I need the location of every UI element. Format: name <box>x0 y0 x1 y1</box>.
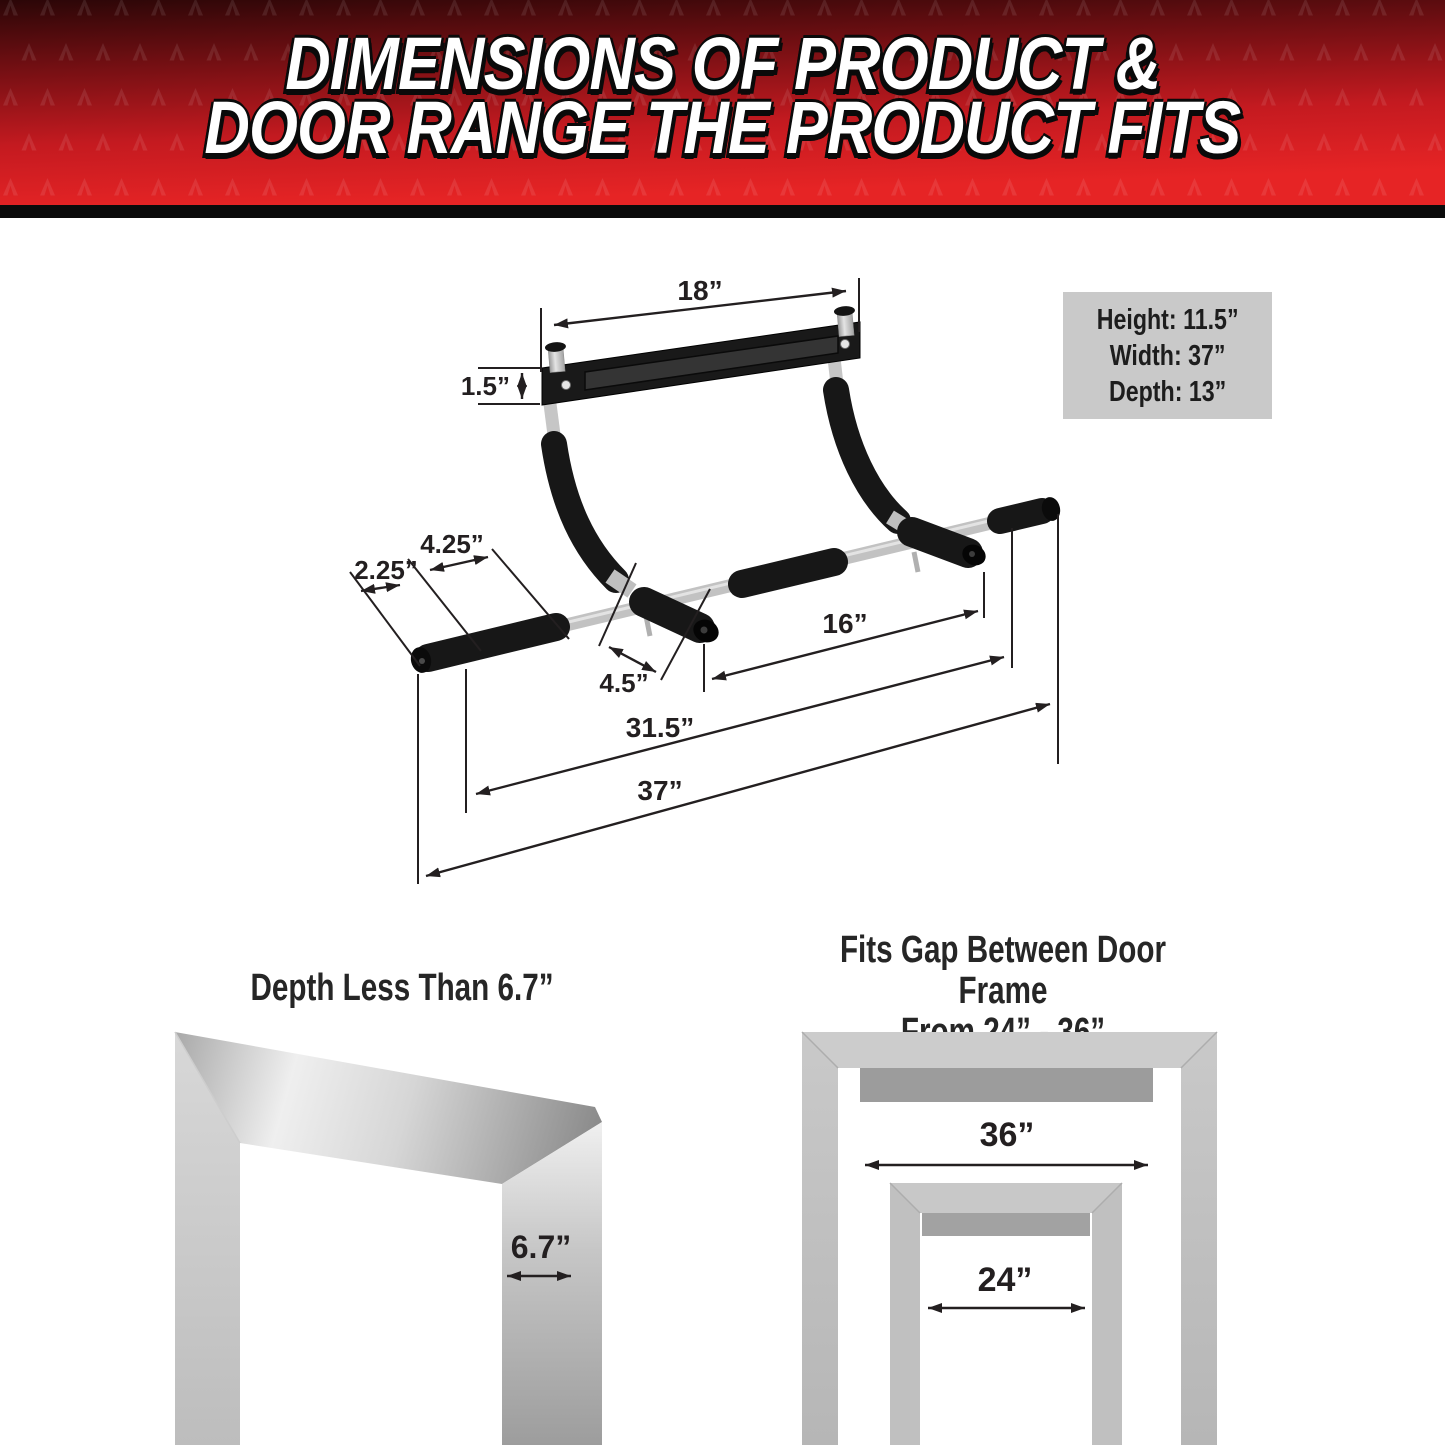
small-frame-right-band <box>1092 1183 1122 1445</box>
dim-label-16in: 16” <box>822 608 868 639</box>
center-handle-cap-hole <box>701 627 708 634</box>
spec-height: Height: 11.5” <box>1096 303 1239 336</box>
main-bar-right-foam-grip <box>1000 511 1042 521</box>
dim-label-36in: 36” <box>979 1116 1035 1154</box>
dimension-arrow-37in <box>426 704 1050 876</box>
right-door-frames <box>802 1032 1217 1445</box>
dimension-arrow-2-25in <box>361 585 400 591</box>
small-frame-left-band <box>890 1183 920 1445</box>
dim-label-37in: 37” <box>637 775 683 806</box>
dim-label-4-5in: 4.5” <box>599 668 649 698</box>
dim-label-31-5in: 31.5” <box>625 712 695 743</box>
large-frame-left-band <box>802 1032 838 1445</box>
main-bar-left-foam-grip <box>428 627 556 658</box>
right-handle-cap-hole <box>969 551 975 557</box>
hook-pin-right <box>914 552 918 572</box>
banner-title <box>0 0 1445 205</box>
spec-width: Width: 37” <box>1109 339 1226 372</box>
product-dimension-diagram <box>0 240 1445 940</box>
banner-title-line1: DIMENSIONS OF PRODUCT & <box>284 22 1161 105</box>
dim-label-2-25in: 2.25” <box>354 555 418 585</box>
bracket-screw-left <box>562 381 571 390</box>
right-door-heading-line1: Fits Gap Between Door Frame <box>839 929 1167 1012</box>
dim-label-18in: 18” <box>677 275 723 306</box>
large-frame-top-band <box>802 1032 1217 1068</box>
right-forward-handle <box>912 532 968 553</box>
right-curved-foam-arm <box>836 390 898 521</box>
spec-depth: Depth: 13” <box>1108 375 1227 408</box>
dim-label-24in: 24” <box>977 1261 1033 1299</box>
banner <box>0 0 1445 218</box>
large-frame-right-band <box>1181 1032 1217 1445</box>
left-curved-foam-arm <box>554 444 616 580</box>
dim-label-1-5in: 1.5” <box>460 371 510 401</box>
large-frame-header-bar <box>860 1068 1153 1102</box>
small-frame-header-bar <box>922 1213 1090 1236</box>
dimension-arrow-31-5in <box>476 657 1004 794</box>
bracket-screw-right <box>841 340 850 349</box>
dim-label-4-25in: 4.25” <box>420 529 484 559</box>
small-frame-top-band <box>890 1183 1122 1213</box>
left-end-cap-hole <box>419 658 425 664</box>
pullup-bar-product <box>408 305 1062 675</box>
main-bar-middle-foam-grip <box>742 562 834 584</box>
dim-label-6-7in: 6.7” <box>510 1229 572 1265</box>
left-door-frame <box>175 1032 602 1445</box>
banner-title-line2: DOOR RANGE THE PRODUCT FITS <box>204 86 1241 169</box>
left-door-heading: Depth Less Than 6.7” <box>250 967 554 1009</box>
leader-line-2 <box>408 559 481 651</box>
door-frame-illustrations <box>0 1020 1445 1445</box>
